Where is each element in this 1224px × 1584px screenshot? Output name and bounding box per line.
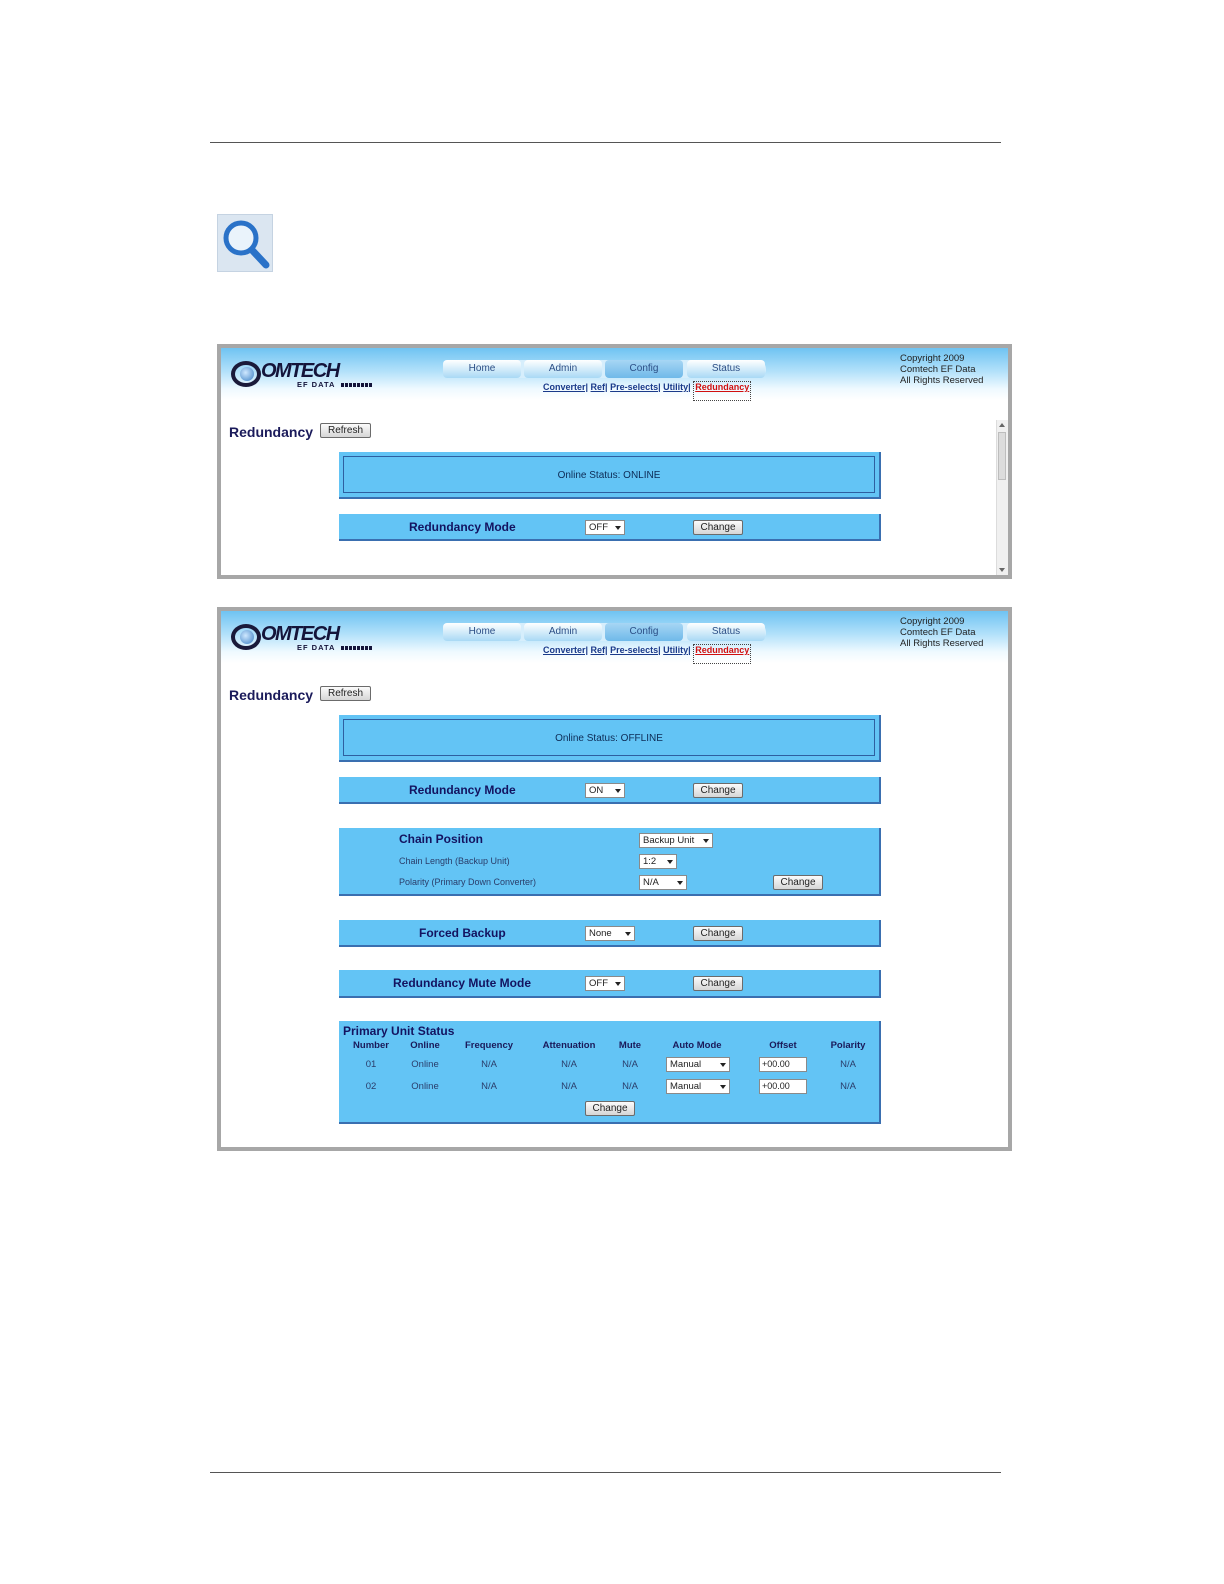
subnav-ref[interactable]: Ref| — [590, 645, 608, 655]
subnav-redundancy[interactable]: Redundancy — [693, 381, 751, 401]
scroll-thumb[interactable] — [998, 432, 1006, 480]
mute-mode-select[interactable]: OFF — [585, 976, 625, 991]
comtech-logo: OMTECH EF DATA — [231, 357, 376, 393]
redundancy-mode-label: Redundancy Mode — [409, 520, 516, 534]
table-cell: 01 — [365, 1059, 377, 1070]
auto-mode-select[interactable]: Manual — [666, 1057, 730, 1072]
forced-backup-change-button[interactable]: Change — [693, 926, 743, 941]
chain-position-label: Chain Position — [399, 832, 483, 846]
table-cell: N/A — [561, 1081, 577, 1092]
tab-status[interactable]: Status — [687, 623, 765, 641]
copyright: Copyright 2009 Comtech EF Data All Rights Reserved — [900, 616, 984, 649]
auto-mode-select[interactable]: Manual — [666, 1079, 730, 1094]
tab-status[interactable]: Status — [687, 360, 765, 378]
tab-admin[interactable]: Admin — [524, 623, 602, 641]
subnav-utility[interactable]: Utility| — [663, 382, 691, 392]
magnifier-icon — [217, 214, 273, 272]
mute-mode-label: Redundancy Mute Mode — [393, 976, 532, 990]
redundancy-mode-select[interactable]: ON — [585, 783, 625, 798]
chevron-down-icon — [703, 839, 709, 843]
subnav-utility[interactable]: Utility| — [663, 645, 691, 655]
chevron-down-icon — [625, 932, 631, 936]
bottom-rule — [210, 1472, 1001, 1473]
page-title: Redundancy — [229, 687, 314, 703]
column-header: Auto Mode — [672, 1040, 722, 1051]
chevron-down-icon — [720, 1063, 726, 1067]
refresh-button[interactable]: Refresh — [320, 423, 371, 438]
web-header — [221, 611, 1008, 663]
column-header: Offset — [769, 1040, 797, 1051]
tab-home[interactable]: Home — [443, 623, 521, 641]
chevron-down-icon — [615, 789, 621, 793]
online-status-panel — [339, 715, 881, 762]
table-cell: N/A — [622, 1081, 638, 1092]
column-header: Attenuation — [542, 1040, 596, 1051]
redundancy-mode-select[interactable]: OFF — [585, 520, 625, 535]
column-header: Polarity — [830, 1040, 866, 1051]
mute-mode-change-button[interactable]: Change — [693, 976, 743, 991]
table-cell: Online — [411, 1081, 439, 1092]
chevron-down-icon — [615, 526, 621, 530]
forced-backup-select[interactable]: None — [585, 926, 635, 941]
refresh-button[interactable]: Refresh — [320, 686, 371, 701]
main-nav — [443, 360, 766, 378]
primary-status-change-button[interactable]: Change — [585, 1101, 635, 1116]
subnav-converter[interactable]: Converter| — [543, 382, 589, 392]
config-subnav — [543, 382, 751, 392]
table-cell: N/A — [481, 1059, 497, 1070]
offset-input[interactable]: +00.00 — [759, 1079, 807, 1094]
redundancy-mode-panel — [339, 514, 881, 541]
screenshot-online — [217, 344, 1012, 579]
tab-config[interactable]: Config — [605, 623, 683, 641]
polarity-label: Polarity (Primary Down Converter) — [399, 877, 537, 887]
main-nav — [443, 623, 766, 641]
table-cell: N/A — [622, 1059, 638, 1070]
online-status: Online Status: ONLINE — [343, 456, 875, 493]
forced-backup-label: Forced Backup — [419, 926, 506, 940]
scroll-up-icon[interactable] — [999, 423, 1005, 427]
subnav-preselects[interactable]: Pre-selects| — [610, 645, 661, 655]
subnav-converter[interactable]: Converter| — [543, 645, 589, 655]
subnav-ref[interactable]: Ref| — [590, 382, 608, 392]
table-cell: N/A — [840, 1059, 856, 1070]
primary-unit-status-title: Primary Unit Status — [343, 1024, 455, 1038]
column-header: Frequency — [464, 1040, 514, 1051]
chain-length-label: Chain Length (Backup Unit) — [399, 856, 510, 866]
table-cell: Online — [411, 1059, 439, 1070]
redundancy-mode-change-button[interactable]: Change — [693, 520, 743, 535]
redundancy-mode-panel — [339, 777, 881, 804]
tab-config[interactable]: Config — [605, 360, 683, 378]
chevron-down-icon — [677, 881, 683, 885]
chain-length-select[interactable]: 1:2 — [639, 854, 677, 869]
table-cell: N/A — [840, 1081, 856, 1092]
chain-position-panel — [339, 828, 881, 896]
chevron-down-icon — [667, 860, 673, 864]
table-cell: 02 — [365, 1081, 377, 1092]
subnav-redundancy[interactable]: Redundancy — [693, 644, 751, 664]
chain-change-button[interactable]: Change — [773, 875, 823, 890]
forced-backup-panel — [339, 920, 881, 947]
config-subnav — [543, 645, 751, 655]
online-status: Online Status: OFFLINE — [343, 719, 875, 756]
comtech-logo: OMTECH EF DATA — [231, 620, 376, 656]
mute-mode-panel — [339, 970, 881, 998]
column-header: Number — [353, 1040, 389, 1051]
redundancy-mode-change-button[interactable]: Change — [693, 783, 743, 798]
column-header: Online — [410, 1040, 440, 1051]
page-title: Redundancy — [229, 424, 314, 440]
screenshot-offline — [217, 607, 1012, 1151]
chain-position-select[interactable]: Backup Unit — [639, 833, 713, 848]
online-status-panel — [339, 452, 881, 499]
subnav-preselects[interactable]: Pre-selects| — [610, 382, 661, 392]
tab-home[interactable]: Home — [443, 360, 521, 378]
tab-admin[interactable]: Admin — [524, 360, 602, 378]
table-cell: N/A — [481, 1081, 497, 1092]
offset-input[interactable]: +00.00 — [759, 1057, 807, 1072]
primary-unit-status-panel — [339, 1021, 881, 1124]
polarity-select[interactable]: N/A — [639, 875, 687, 890]
web-header — [221, 348, 1008, 400]
chevron-down-icon — [615, 982, 621, 986]
chevron-down-icon — [720, 1085, 726, 1089]
copyright: Copyright 2009 Comtech EF Data All Rights Reserved — [900, 353, 984, 386]
scrollbar[interactable] — [996, 420, 1008, 575]
redundancy-mode-label: Redundancy Mode — [409, 783, 516, 797]
scroll-down-icon[interactable] — [999, 568, 1005, 572]
column-header: Mute — [618, 1040, 642, 1051]
table-cell: N/A — [561, 1059, 577, 1070]
top-rule — [210, 142, 1001, 143]
